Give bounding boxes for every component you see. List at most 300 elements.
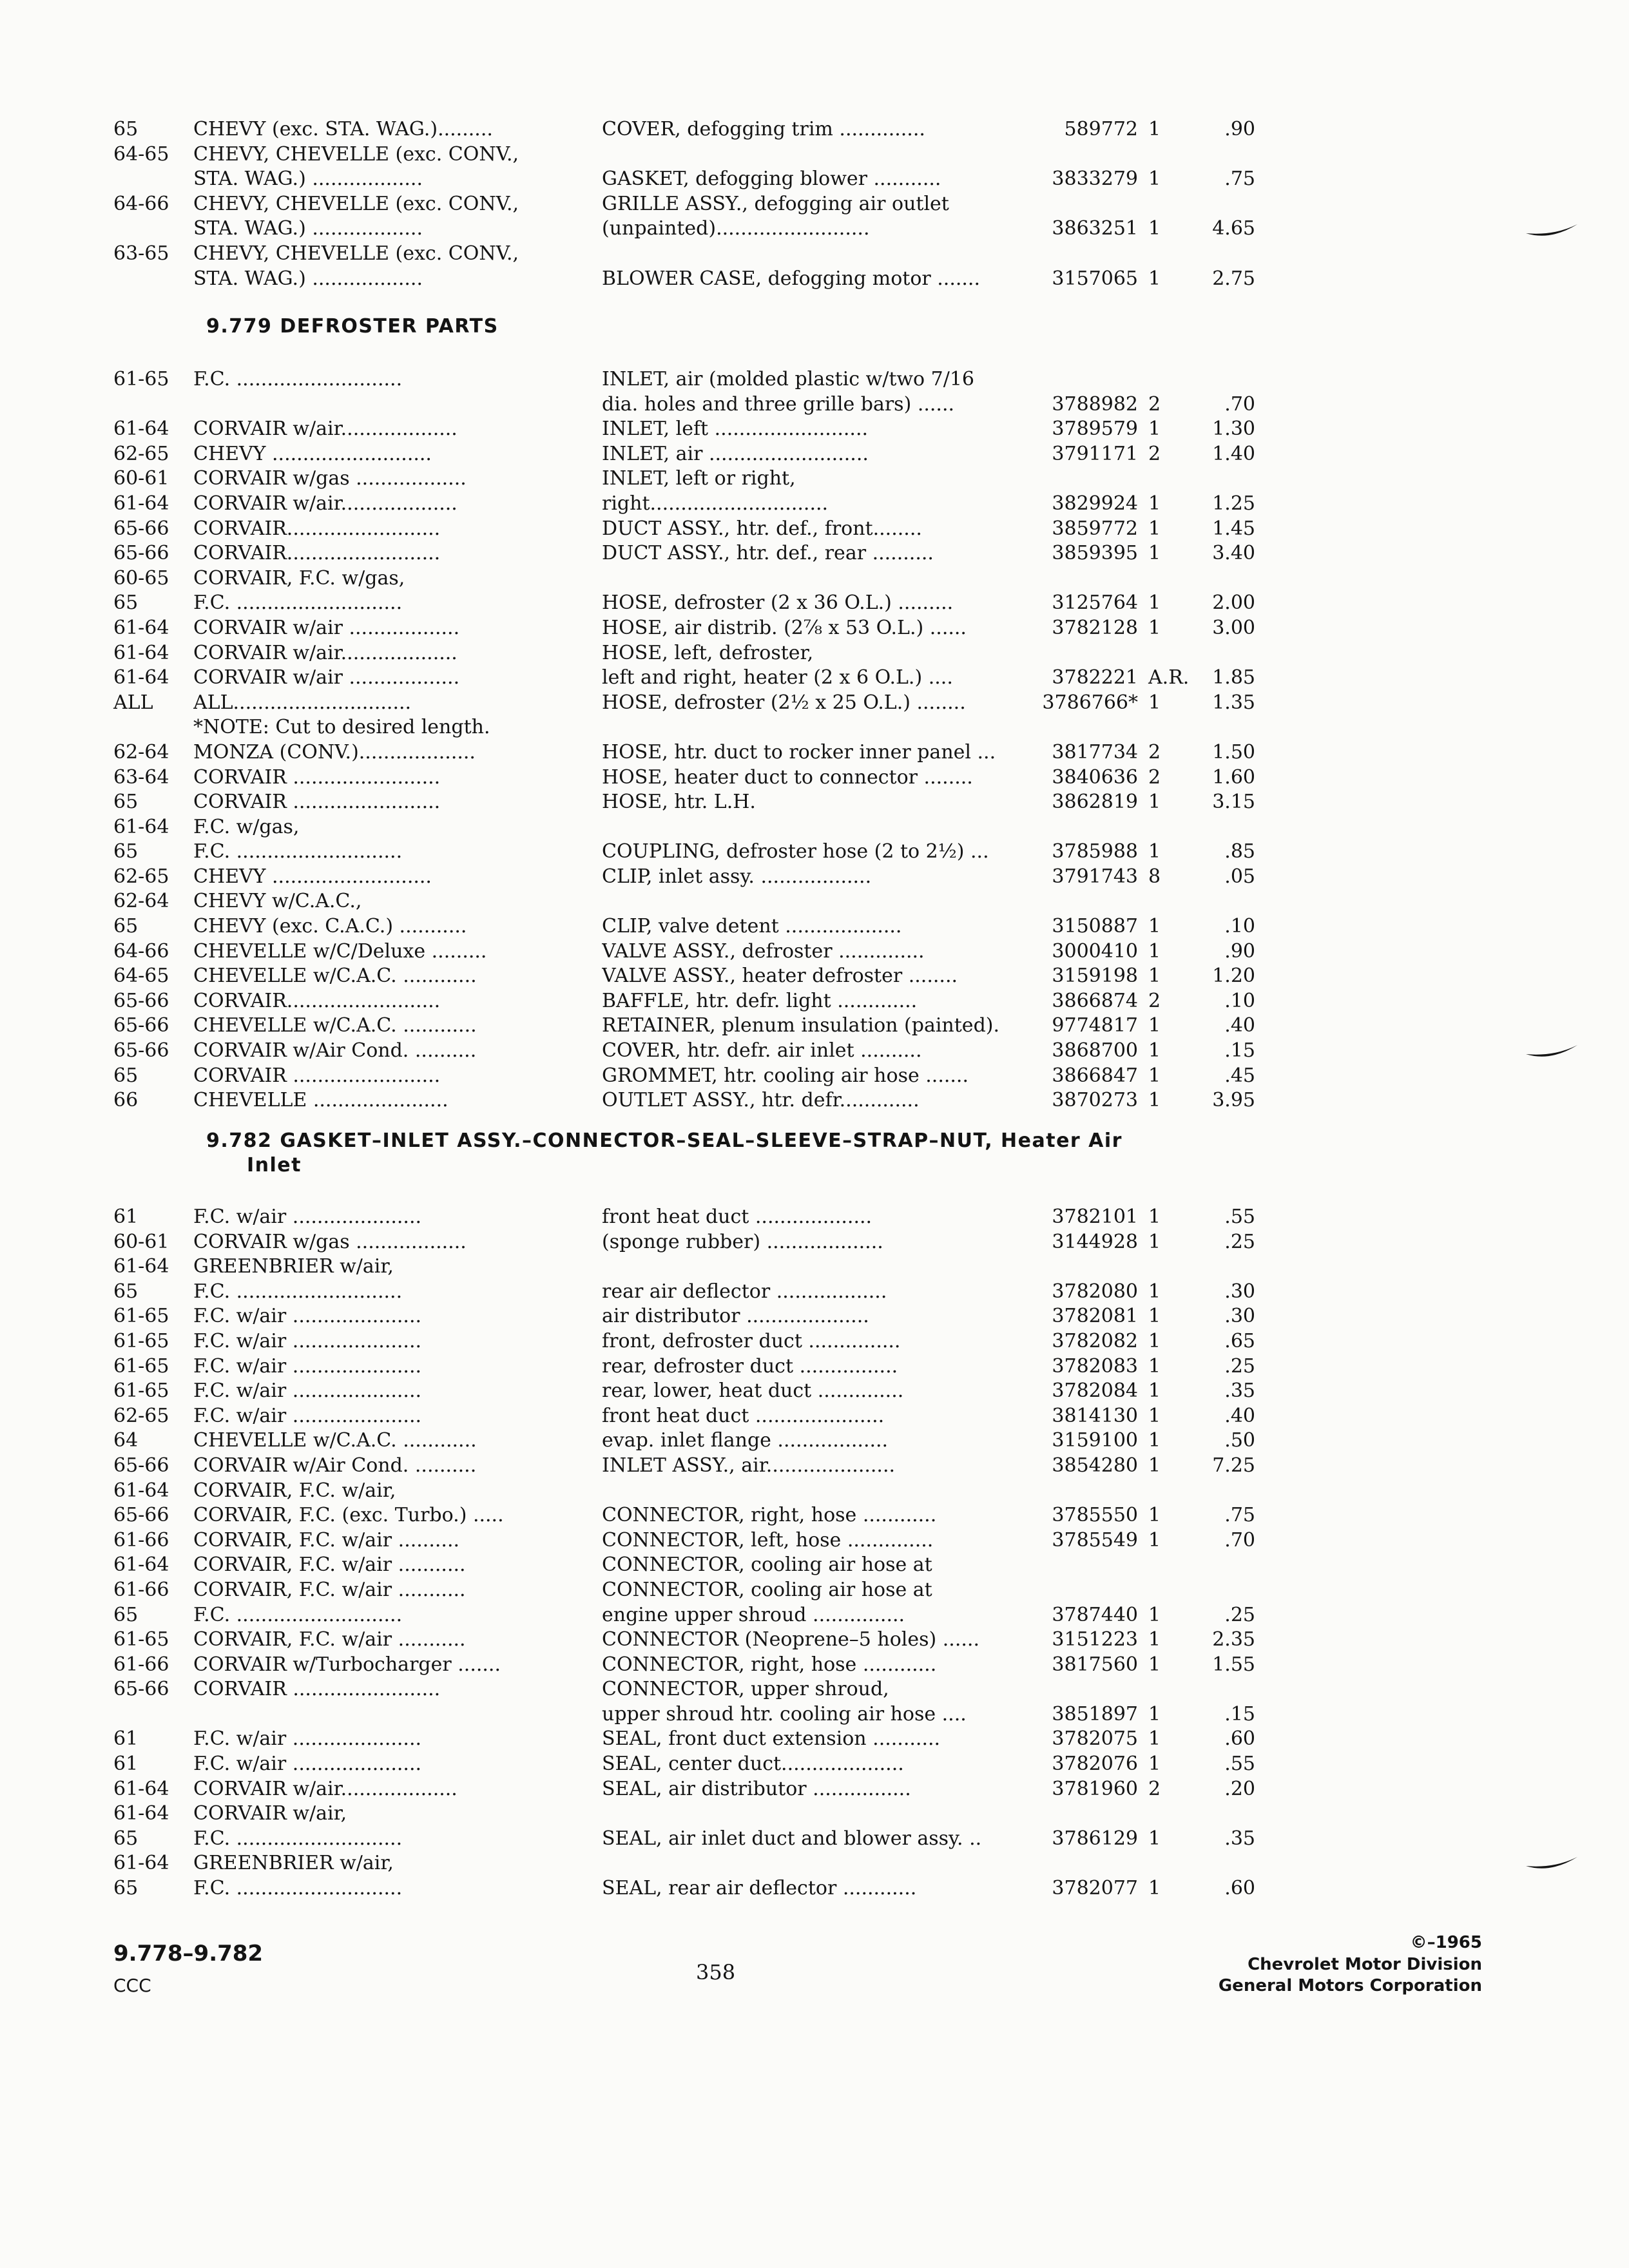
price-cell: .30	[1224, 1280, 1255, 1303]
section-title-defroster: 9.779 DEFROSTER PARTS	[206, 315, 499, 338]
table-row	[0, 1528, 1629, 1553]
part-number-cell: 3782076	[1052, 1753, 1138, 1776]
table-row	[0, 740, 1629, 765]
year-cell: 61-64	[113, 1852, 169, 1875]
description-cell: HOSE, air distrib. (2⅞ x 53 O.L.) ......	[602, 616, 967, 639]
table-row	[0, 889, 1629, 914]
price-cell: .05	[1224, 865, 1255, 888]
year-cell: 65-66	[113, 1454, 169, 1477]
model-cell: CHEVY ..........................	[193, 865, 432, 888]
model-cell: CORVAIR ........................	[193, 1678, 441, 1701]
model-cell: CORVAIR.........................	[193, 517, 441, 540]
footer-copyright: ©–1965	[1410, 1933, 1482, 1952]
table-row	[0, 1727, 1629, 1752]
quantity-cell: 1	[1148, 591, 1161, 615]
quantity-cell: 1	[1148, 517, 1161, 540]
year-cell: 65-66	[113, 1504, 169, 1527]
quantity-cell: 1	[1148, 217, 1161, 240]
quantity-cell: 1	[1148, 267, 1161, 290]
quantity-cell: 1	[1148, 1504, 1161, 1527]
part-number-cell: 3000410	[1052, 939, 1138, 963]
model-cell: STA. WAG.) ..................	[193, 217, 423, 240]
part-number-cell: 3782075	[1052, 1727, 1138, 1751]
price-cell: .55	[1224, 1753, 1255, 1776]
table-row	[0, 691, 1629, 716]
table-row	[0, 142, 1629, 168]
description-cell: CONNECTOR, right, hose ............	[602, 1653, 937, 1676]
table-row	[0, 1851, 1629, 1876]
model-cell: CHEVELLE w/C.A.C. ............	[193, 965, 477, 988]
model-cell: CHEVY, CHEVELLE (exc. CONV.,	[193, 242, 519, 265]
part-number-cell: 3150887	[1052, 915, 1138, 938]
part-number-cell: 3854280	[1052, 1454, 1138, 1477]
description-cell: (sponge rubber) ...................	[602, 1230, 883, 1253]
part-number-cell: 3862819	[1052, 791, 1138, 814]
quantity-cell: 1	[1148, 1603, 1161, 1626]
binder-tick-mark-1	[1525, 219, 1579, 245]
year-cell: 64-66	[113, 939, 169, 963]
part-number-cell: 3829924	[1052, 492, 1138, 515]
year-cell: 61-64	[113, 815, 169, 838]
model-cell: GREENBRIER w/air,	[193, 1852, 394, 1875]
year-cell: 61-65	[113, 1305, 169, 1328]
description-cell: rear air deflector ..................	[602, 1280, 887, 1303]
model-cell: ALL.............................	[193, 691, 412, 714]
model-cell: F.C. w/air .....................	[193, 1329, 422, 1352]
quantity-cell: 1	[1148, 1280, 1161, 1303]
table-row	[0, 216, 1629, 242]
quantity-cell: 1	[1148, 1653, 1161, 1676]
price-cell: .10	[1224, 989, 1255, 1012]
year-cell: 61-64	[113, 492, 169, 515]
model-cell: CORVAIR w/air ..................	[193, 666, 460, 689]
part-number-cell: 3144928	[1052, 1230, 1138, 1253]
description-cell: CONNECTOR, upper shroud,	[602, 1678, 889, 1701]
part-number-cell: 3782077	[1052, 1877, 1138, 1900]
part-number-cell: 9774817	[1052, 1014, 1138, 1037]
table-row	[0, 641, 1629, 666]
description-cell: SEAL, air inlet duct and blower assy. ..	[602, 1827, 982, 1850]
quantity-cell: 2	[1148, 740, 1161, 764]
year-cell: 62-64	[113, 740, 169, 764]
table-row	[0, 715, 1629, 740]
footer-code: CCC	[113, 1975, 151, 1996]
year-cell: 63-65	[113, 242, 169, 265]
quantity-cell: A.R.	[1148, 666, 1190, 689]
description-cell: rear, lower, heat duct ..............	[602, 1379, 904, 1403]
price-cell: 3.00	[1212, 616, 1255, 639]
price-cell: .60	[1224, 1877, 1255, 1900]
table-row	[0, 192, 1629, 217]
model-cell: CORVAIR, F.C. w/air ...........	[193, 1553, 466, 1577]
table-row	[0, 666, 1629, 691]
year-cell: 60-61	[113, 1230, 169, 1253]
table-row	[0, 392, 1629, 418]
price-cell: 4.65	[1212, 217, 1255, 240]
quantity-cell: 2	[1148, 442, 1161, 465]
part-number-cell: 3859395	[1052, 542, 1138, 565]
table-row	[0, 1304, 1629, 1329]
description-cell: HOSE, defroster (2½ x 25 O.L.) ........	[602, 691, 966, 714]
table-row	[0, 840, 1629, 865]
quantity-cell: 1	[1148, 1039, 1161, 1062]
model-cell: F.C. w/air .....................	[193, 1753, 422, 1776]
description-cell: INLET, left or right,	[602, 467, 796, 490]
year-cell: 65	[113, 1877, 139, 1900]
quantity-cell: 1	[1148, 616, 1161, 639]
table-row	[0, 1454, 1629, 1479]
description-cell: SEAL, front duct extension ...........	[602, 1727, 941, 1751]
table-row	[0, 964, 1629, 989]
description-cell: GROMMET, htr. cooling air hose .......	[602, 1064, 969, 1087]
quantity-cell: 1	[1148, 1404, 1161, 1427]
model-cell: CORVAIR w/air...................	[193, 1777, 458, 1800]
part-number-cell: 3785550	[1052, 1504, 1138, 1527]
quantity-cell: 1	[1148, 1089, 1161, 1112]
quantity-cell: 1	[1148, 1329, 1161, 1352]
table-row	[0, 1064, 1629, 1089]
price-cell: .70	[1224, 1528, 1255, 1552]
part-number-cell: 3785988	[1052, 840, 1138, 863]
price-cell: .45	[1224, 1064, 1255, 1087]
year-cell: ALL	[113, 691, 153, 714]
price-cell: .30	[1224, 1305, 1255, 1328]
year-cell: 61-64	[113, 418, 169, 441]
model-cell: CORVAIR.........................	[193, 542, 441, 565]
price-cell: .90	[1224, 118, 1255, 140]
year-cell: 66	[113, 1089, 139, 1112]
quantity-cell: 1	[1148, 1379, 1161, 1403]
description-cell: HOSE, htr. L.H.	[602, 791, 756, 814]
quantity-cell: 2	[1148, 989, 1161, 1012]
description-cell: INLET, air (molded plastic w/two 7/16	[602, 368, 975, 390]
part-number-cell: 3833279	[1052, 168, 1138, 191]
year-cell: 65-66	[113, 989, 169, 1012]
price-cell: 3.95	[1212, 1089, 1255, 1112]
description-cell: COVER, htr. defr. air inlet ..........	[602, 1039, 922, 1062]
year-cell: 61-64	[113, 1255, 169, 1278]
model-cell: CORVAIR w/Air Cond. ..........	[193, 1454, 477, 1477]
binder-tick-mark-2	[1525, 1040, 1579, 1066]
description-cell: VALVE ASSY., heater defroster ........	[602, 965, 958, 988]
table-row	[0, 815, 1629, 840]
model-cell: CORVAIR ........................	[193, 791, 441, 814]
model-cell: F.C. ...........................	[193, 1280, 403, 1303]
table-row	[0, 1230, 1629, 1255]
description-cell: air distributor ....................	[602, 1305, 869, 1328]
section-defroster-parts	[0, 367, 1629, 1113]
year-cell: 65	[113, 118, 139, 140]
price-cell: .60	[1224, 1727, 1255, 1751]
model-cell: F.C. ...........................	[193, 368, 403, 390]
table-row	[0, 1578, 1629, 1603]
description-cell: CLIP, inlet assy. ..................	[602, 865, 872, 888]
model-cell: CORVAIR w/air,	[193, 1802, 347, 1825]
table-row	[0, 865, 1629, 890]
table-row	[0, 1428, 1629, 1454]
description-cell: GASKET, defogging blower ...........	[602, 168, 941, 191]
table-row	[0, 267, 1629, 292]
part-number-cell: 3863251	[1052, 217, 1138, 240]
year-cell: 61	[113, 1727, 139, 1751]
price-cell: .85	[1224, 840, 1255, 863]
part-number-cell: 3817734	[1052, 740, 1138, 764]
description-cell: CONNECTOR (Neoprene–5 holes) ......	[602, 1628, 979, 1651]
price-cell: .50	[1224, 1429, 1255, 1452]
model-cell: F.C. ...........................	[193, 1603, 403, 1626]
description-cell: left and right, heater (2 x 6 O.L.) ....	[602, 666, 953, 689]
description-cell: SEAL, center duct....................	[602, 1753, 904, 1776]
price-cell: .70	[1224, 392, 1255, 416]
year-cell: 62-64	[113, 890, 169, 913]
year-cell: 60-61	[113, 467, 169, 490]
quantity-cell: 1	[1148, 915, 1161, 938]
model-cell: STA. WAG.) ..................	[193, 168, 423, 191]
quantity-cell: 2	[1148, 1777, 1161, 1800]
table-row	[0, 1876, 1629, 1901]
model-cell: F.C. w/air .....................	[193, 1727, 422, 1751]
model-cell: CORVAIR, F.C. (exc. Turbo.) .....	[193, 1504, 504, 1527]
price-cell: .55	[1224, 1206, 1255, 1228]
model-cell: CORVAIR, F.C. w/air ...........	[193, 1578, 466, 1601]
model-cell: F.C. ...........................	[193, 591, 403, 615]
price-cell: .90	[1224, 939, 1255, 963]
year-cell: 61-64	[113, 641, 169, 664]
description-cell: engine upper shroud ...............	[602, 1603, 905, 1626]
price-cell: 1.60	[1212, 765, 1255, 789]
description-cell: CLIP, valve detent ...................	[602, 915, 902, 938]
description-cell: front heat duct ...................	[602, 1206, 872, 1228]
part-number-cell: 3817560	[1052, 1653, 1138, 1676]
quantity-cell: 2	[1148, 392, 1161, 416]
part-number-cell: 3814130	[1052, 1404, 1138, 1427]
model-cell: GREENBRIER w/air,	[193, 1255, 394, 1278]
price-cell: 2.35	[1212, 1628, 1255, 1651]
description-cell: CONNECTOR, cooling air hose at	[602, 1553, 932, 1577]
model-cell: F.C. ...........................	[193, 1877, 403, 1900]
model-cell: F.C. w/air .....................	[193, 1354, 422, 1378]
year-cell: 65-66	[113, 542, 169, 565]
table-row	[0, 1254, 1629, 1280]
quantity-cell: 1	[1148, 492, 1161, 515]
year-cell: 61	[113, 1206, 139, 1228]
price-cell: .15	[1224, 1702, 1255, 1725]
part-number-cell: 3851897	[1052, 1702, 1138, 1725]
model-cell: CORVAIR ........................	[193, 1064, 441, 1087]
description-cell: HOSE, defroster (2 x 36 O.L.) .........	[602, 591, 954, 615]
year-cell: 61-64	[113, 1802, 169, 1825]
table-row	[0, 1777, 1629, 1802]
part-number-cell: 3859772	[1052, 517, 1138, 540]
table-row	[0, 1752, 1629, 1777]
year-cell: 61-64	[113, 616, 169, 639]
quantity-cell: 1	[1148, 965, 1161, 988]
part-number-cell: 3159198	[1052, 965, 1138, 988]
year-cell: 65-66	[113, 1678, 169, 1701]
price-cell: .75	[1224, 1504, 1255, 1527]
table-row	[0, 1628, 1629, 1653]
price-cell: .40	[1224, 1404, 1255, 1427]
quantity-cell: 1	[1148, 542, 1161, 565]
year-cell: 61-64	[113, 1479, 169, 1502]
part-number-cell: 3791171	[1052, 442, 1138, 465]
year-cell: 61-64	[113, 1777, 169, 1800]
part-number-cell: 3786766*	[1042, 691, 1138, 714]
year-cell: 65-66	[113, 1014, 169, 1037]
table-row	[0, 117, 1629, 142]
table-row	[0, 541, 1629, 566]
year-cell: 65	[113, 591, 139, 615]
model-cell: CORVAIR, F.C. w/air ...........	[193, 1628, 466, 1651]
table-row	[0, 1280, 1629, 1305]
table-row	[0, 1802, 1629, 1827]
table-row	[0, 1553, 1629, 1578]
table-row	[0, 167, 1629, 192]
price-cell: .10	[1224, 915, 1255, 938]
model-cell: CORVAIR ........................	[193, 765, 441, 789]
table-row	[0, 1827, 1629, 1852]
model-cell: CHEVELLE ......................	[193, 1089, 448, 1112]
model-cell: CHEVELLE w/C/Deluxe .........	[193, 939, 487, 963]
price-cell: .65	[1224, 1329, 1255, 1352]
year-cell: 65	[113, 791, 139, 814]
table-row	[0, 1379, 1629, 1404]
price-cell: 1.20	[1212, 965, 1255, 988]
description-cell: RETAINER, plenum insulation (painted).	[602, 1014, 1000, 1037]
description-cell: COVER, defogging trim ..............	[602, 118, 925, 140]
model-cell: CORVAIR, F.C. w/gas,	[193, 566, 405, 590]
quantity-cell: 1	[1148, 1014, 1161, 1037]
price-cell: 2.00	[1212, 591, 1255, 615]
quantity-cell: 1	[1148, 1702, 1161, 1725]
model-cell: CORVAIR w/air...................	[193, 492, 458, 515]
quantity-cell: 1	[1148, 1429, 1161, 1452]
quantity-cell: 1	[1148, 1753, 1161, 1776]
year-cell: 64	[113, 1429, 139, 1452]
quantity-cell: 1	[1148, 1230, 1161, 1253]
table-row	[0, 914, 1629, 939]
model-cell: CORVAIR w/air ..................	[193, 616, 460, 639]
footer-division: Chevrolet Motor Division	[1248, 1955, 1482, 1974]
model-cell: CORVAIR w/Turbocharger .......	[193, 1653, 501, 1676]
table-row	[0, 417, 1629, 442]
price-cell: 1.45	[1212, 517, 1255, 540]
quantity-cell: 1	[1148, 691, 1161, 714]
quantity-cell: 1	[1148, 1628, 1161, 1651]
model-cell: CHEVY (exc. C.A.C.) ...........	[193, 915, 467, 938]
price-cell: 7.25	[1212, 1454, 1255, 1477]
model-cell: *NOTE: Cut to desired length.	[193, 716, 490, 739]
description-cell: VALVE ASSY., defroster ..............	[602, 939, 925, 963]
price-cell: .35	[1224, 1379, 1255, 1403]
model-cell: CORVAIR, F.C. w/air ..........	[193, 1528, 460, 1552]
quantity-cell: 1	[1148, 1206, 1161, 1228]
year-cell: 65	[113, 1280, 139, 1303]
table-row	[0, 466, 1629, 492]
model-cell: CORVAIR.........................	[193, 989, 441, 1012]
table-row	[0, 492, 1629, 517]
description-cell: dia. holes and three grille bars) ......	[602, 392, 955, 416]
part-number-cell: 3782084	[1052, 1379, 1138, 1403]
table-row	[0, 442, 1629, 467]
table-row	[0, 989, 1629, 1014]
description-cell: CONNECTOR, right, hose ............	[602, 1504, 937, 1527]
table-row	[0, 367, 1629, 392]
price-cell: 3.15	[1212, 791, 1255, 814]
year-cell: 65	[113, 1064, 139, 1087]
year-cell: 61-66	[113, 1578, 169, 1601]
quantity-cell: 1	[1148, 1727, 1161, 1751]
quantity-cell: 1	[1148, 1064, 1161, 1087]
section-defogging-parts	[0, 117, 1629, 291]
part-number-cell: 3787440	[1052, 1603, 1138, 1626]
description-cell: COUPLING, defroster hose (2 to 2½) ...	[602, 840, 989, 863]
year-cell: 61-64	[113, 666, 169, 689]
year-cell: 64-65	[113, 142, 169, 166]
description-cell: (unpainted).........................	[602, 217, 870, 240]
table-row	[0, 616, 1629, 641]
model-cell: F.C. ...........................	[193, 840, 403, 863]
price-cell: .25	[1224, 1603, 1255, 1626]
description-cell: front heat duct .....................	[602, 1404, 885, 1427]
price-cell: 3.40	[1212, 542, 1255, 565]
model-cell: CHEVELLE w/C.A.C. ............	[193, 1014, 477, 1037]
description-cell: front, defroster duct ...............	[602, 1329, 901, 1352]
model-cell: CORVAIR w/gas ..................	[193, 467, 467, 490]
description-cell: BAFFLE, htr. defr. light .............	[602, 989, 918, 1012]
model-cell: F.C. ...........................	[193, 1827, 403, 1850]
quantity-cell: 1	[1148, 840, 1161, 863]
price-cell: 1.50	[1212, 740, 1255, 764]
quantity-cell: 1	[1148, 1528, 1161, 1552]
footer-section-range: 9.778–9.782	[113, 1941, 264, 1966]
model-cell: STA. WAG.) ..................	[193, 267, 423, 290]
description-cell: SEAL, air distributor ................	[602, 1777, 911, 1800]
price-cell: .40	[1224, 1014, 1255, 1037]
part-number-cell: 3782080	[1052, 1280, 1138, 1303]
model-cell: F.C. w/air .....................	[193, 1379, 422, 1403]
table-row	[0, 765, 1629, 791]
table-row	[0, 1653, 1629, 1678]
year-cell: 61	[113, 1753, 139, 1776]
year-cell: 61-65	[113, 1329, 169, 1352]
binder-tick-mark-3	[1525, 1852, 1579, 1878]
model-cell: F.C. w/gas,	[193, 815, 300, 838]
year-cell: 65-66	[113, 517, 169, 540]
year-cell: 62-65	[113, 442, 169, 465]
table-row	[0, 1354, 1629, 1379]
part-number-cell: 3782083	[1052, 1354, 1138, 1378]
price-cell: .35	[1224, 1827, 1255, 1850]
description-cell: HOSE, heater duct to connector ........	[602, 765, 973, 789]
year-cell: 62-65	[113, 865, 169, 888]
description-cell: CONNECTOR, left, hose ..............	[602, 1528, 934, 1552]
section-title-gasket: 9.782 GASKET–INLET ASSY.–CONNECTOR–SEAL–SLEEVE–STRAP–NUT, Heater Air	[206, 1129, 1123, 1152]
description-cell: upper shroud htr. cooling air hose ....	[602, 1702, 967, 1725]
year-cell: 61-66	[113, 1653, 169, 1676]
description-cell: INLET ASSY., air.....................	[602, 1454, 896, 1477]
table-row	[0, 1479, 1629, 1504]
model-cell: CORVAIR w/air...................	[193, 641, 458, 664]
price-cell: .15	[1224, 1039, 1255, 1062]
description-cell: evap. inlet flange ..................	[602, 1429, 889, 1452]
part-number-cell: 3791743	[1052, 865, 1138, 888]
model-cell: CHEVY (exc. STA. WAG.).........	[193, 118, 493, 140]
table-row	[0, 1404, 1629, 1429]
model-cell: CHEVY ..........................	[193, 442, 432, 465]
description-cell: BLOWER CASE, defogging motor .......	[602, 267, 981, 290]
quantity-cell: 1	[1148, 418, 1161, 441]
